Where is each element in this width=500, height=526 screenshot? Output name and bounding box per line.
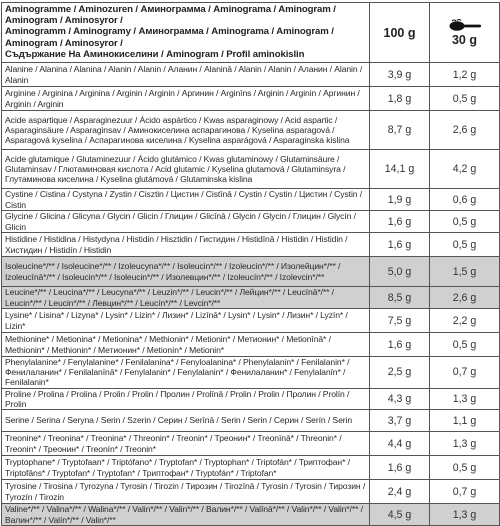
table-row [2,504,500,526]
amino-acid-name: Arginine / Arginina / Arginina / Arginin / Arginin / Аргинин / Arginīns / Arginin / Arginin / Аргинин / Arginin / Arginin [2,87,370,111]
amino-acid-name: Valine*/** / Valina*/** / Walina*/** / Valin*/** / Valin*/** / Валин*/** / Valīnā*/** / Valin*/** / Valin*/** / Валин*/** / Valín*/** / Valin*/** [2,504,370,526]
serving-size-label: 30 g [451,32,477,47]
table-row [2,150,500,189]
table-row [2,333,500,357]
value-per-serving: 1,3 g [430,388,500,409]
amino-acid-name: Serine / Serina / Seryna / Serin / Szerin / Серин / Serīnā / Serin / Serin / Серин / Serín / Serin [2,410,370,432]
value-per-100g: 1,8 g [370,87,430,111]
table-title [2,3,370,63]
amino-acid-name: Phenylalanine* / Fenylalanine* / Fenilalanina* / Fenyloalanina* / Phenylalanin* / Fenilalanin* / Фенилаланин* / Fenilalanīnā* / Fenylalanin* / Fenylalanin* / Фенилаланин* / Fenylalanín* / Fenilalanin* [2,357,370,389]
value-per-serving: 1,3 g [430,504,500,526]
table-row [2,287,500,309]
scoop-icon [448,19,482,32]
amino-acid-name: Tyrosine / Tirosina / Tyrozyna / Tyrosin / Tirozin / Тирозин / Tirozīnā / Tyrosin / Tyrosin / Тирозин / Tyrozín / Tirozin [2,480,370,504]
value-per-100g: 1,6 g [370,233,430,257]
table-row [2,456,500,480]
table-row [2,233,500,257]
value-per-serving: 0,7 g [430,480,500,504]
value-per-serving: 4,2 g [430,150,500,189]
table-header-row [2,3,500,63]
amino-acid-name: Tryptophane* / Tryptofaan* / Triptófano* / Tryptofan* / Tryptophan* / Triptofán* / Триптофан* / Triptofāns* / Tryptofan* / Tryptofan* / Триптофан* / Tryptofán* / Triptofan* [2,456,370,480]
value-per-serving: 0,5 g [430,211,500,233]
value-per-100g: 3,9 g [370,63,430,87]
table-row [2,257,500,287]
value-per-100g: 8,7 g [370,111,430,150]
value-per-100g: 2,5 g [370,357,430,389]
aminogram-table [1,2,500,526]
value-per-serving: 0,5 g [430,87,500,111]
value-per-serving: 0,7 g [430,357,500,389]
table-row [2,189,500,211]
value-per-100g: 5,0 g [370,257,430,287]
value-per-100g: 8,5 g [370,287,430,309]
value-per-serving: 0,5 g [430,333,500,357]
value-per-100g: 4,5 g [370,504,430,526]
value-per-100g: 14,1 g [370,150,430,189]
value-per-100g: 2,4 g [370,480,430,504]
amino-acid-name: Alanine / Alanina / Alanina / Alanin / Alanin / Аланин / Alaninā / Alanin / Alanin / Аланин / Alanin / Alanin [2,63,370,87]
amino-acid-name: Proline / Prolina / Prolina / Prolin / Prolin / Пролин / Prolīnā / Prolin / Prolin / Пролин / Prolín / Prolin [2,388,370,409]
value-per-serving: 0,5 g [430,233,500,257]
value-per-100g: 1,9 g [370,189,430,211]
title-line: Съдържание На Аминокиселини / Aminogram / Profil aminokislin [5,48,305,60]
table-row [2,87,500,111]
table-row [2,63,500,87]
value-per-serving: 1,3 g [430,432,500,456]
amino-acid-name: Methionine* / Metionina* / Metionina* / Methionin* / Metionin* / Метионин* / Metionīnā* / Methionin* / Methionin* / Метионин* / Metionín* / Metionin* [2,333,370,357]
table-row [2,357,500,389]
table-row [2,309,500,333]
amino-acid-name: Glycine / Glicina / Glicyna / Glycin / Glicin / Глицин / Glicīnā / Glycin / Glycin / Глицин / Glycín / Glicin [2,211,370,233]
value-per-serving: 1,5 g [430,257,500,287]
value-per-100g: 1,6 g [370,211,430,233]
title-line: Aminogramm / Aminogramy / Аминограмма / Aminograma / Aminogram / Aminogram / Aminosyror / [5,26,334,49]
value-per-serving: 0,5 g [430,456,500,480]
value-per-100g: 7,5 g [370,309,430,333]
amino-acid-name: Acide aspartique / Asparaginezuur / Ácido aspártico / Kwas asparaginowy / Acid aspartic / Asparaginsäure / Asparaginsav / Аминокиселина аспарагинова / Kyselina asparagová / Asparagová kyselina / Аспарагинова киселина / Kyselina asparágová / Asparaginska kislina [2,111,370,150]
value-per-serving: 0,6 g [430,189,500,211]
value-per-serving: 1,1 g [430,410,500,432]
amino-acid-name: Isoleucine*/** / Isoleucine*/** / Izoleucyna*/** / Isoleucin*/** / Izoleucin*/** / Изолейцин*/** / Izoleucīnā*/** / Isoleucin*/** / Isoleucin*/** / Изолевцин*/** / Izoleucín*/** / Izolevcin*/** [2,257,370,287]
column-header-serving [430,3,500,63]
value-per-serving: 2,6 g [430,287,500,309]
title-line: Aminogramme / Aminozuren / Аминограмма / Aminograma / Aminogram / Aminogram / Aminosyror / [5,4,336,27]
amino-acid-name: Acide glutamique / Glutaminezuur / Ácido glutámico / Kwas glutaminowy / Glutaminsäure / Glutaminsav / Глютаминовая кислота / Acid glutamic / Kyselina glutamová / Glutaminsyra / Глутаминова киселина / Kyselina glutámová / Glutaminska kislina [2,150,370,189]
table-body [2,63,500,526]
table-row [2,211,500,233]
value-per-100g: 4,4 g [370,432,430,456]
value-per-100g: 1,6 g [370,333,430,357]
column-header-100g: 100 g [370,3,430,63]
amino-acid-name: Treonine* / Treonina* / Treonina* / Threonin* / Treonin* / Треонин* / Treonīnā* / Threonin* / Treonin* / Треонин* / Treonín* / Treonin* [2,432,370,456]
table-row [2,111,500,150]
value-per-serving: 2,6 g [430,111,500,150]
value-per-100g: 3,7 g [370,410,430,432]
table-row [2,388,500,409]
table-row [2,432,500,456]
table-row [2,410,500,432]
amino-acid-name: Histidine / Histidina / Histydyna / Histidin / Hisztidin / Гистидин / Histidīnā / Histidin / Histidin / Хистидин / Histidín / Histidin [2,233,370,257]
value-per-serving: 1,2 g [430,63,500,87]
value-per-100g: 4,3 g [370,388,430,409]
amino-acid-name: Leucine*/** / Leucina*/** / Leucyna*/** / Leuzin*/** / Leucin*/** / Лейцин*/** / Leucīnā*/** / Leucin*/** / Leucin*/** / Левцин*/** / Leucín*/** / Levcin*/** [2,287,370,309]
value-per-100g: 1,6 g [370,456,430,480]
value-per-serving: 2,2 g [430,309,500,333]
amino-acid-name: Lysine* / Lisina* / Lizyna* / Lysin* / Lizin* / Лизин* / Lizīnā* / Lysin* / Lysin* / Лизин* / Lyzín* / Lizin* [2,309,370,333]
amino-acid-name: Cystine / Cistina / Cystyna / Zystin / Cisztin / Цистин / Cistīnā / Cystin / Cystin / Цистин / Cystin / Cistin [2,189,370,211]
